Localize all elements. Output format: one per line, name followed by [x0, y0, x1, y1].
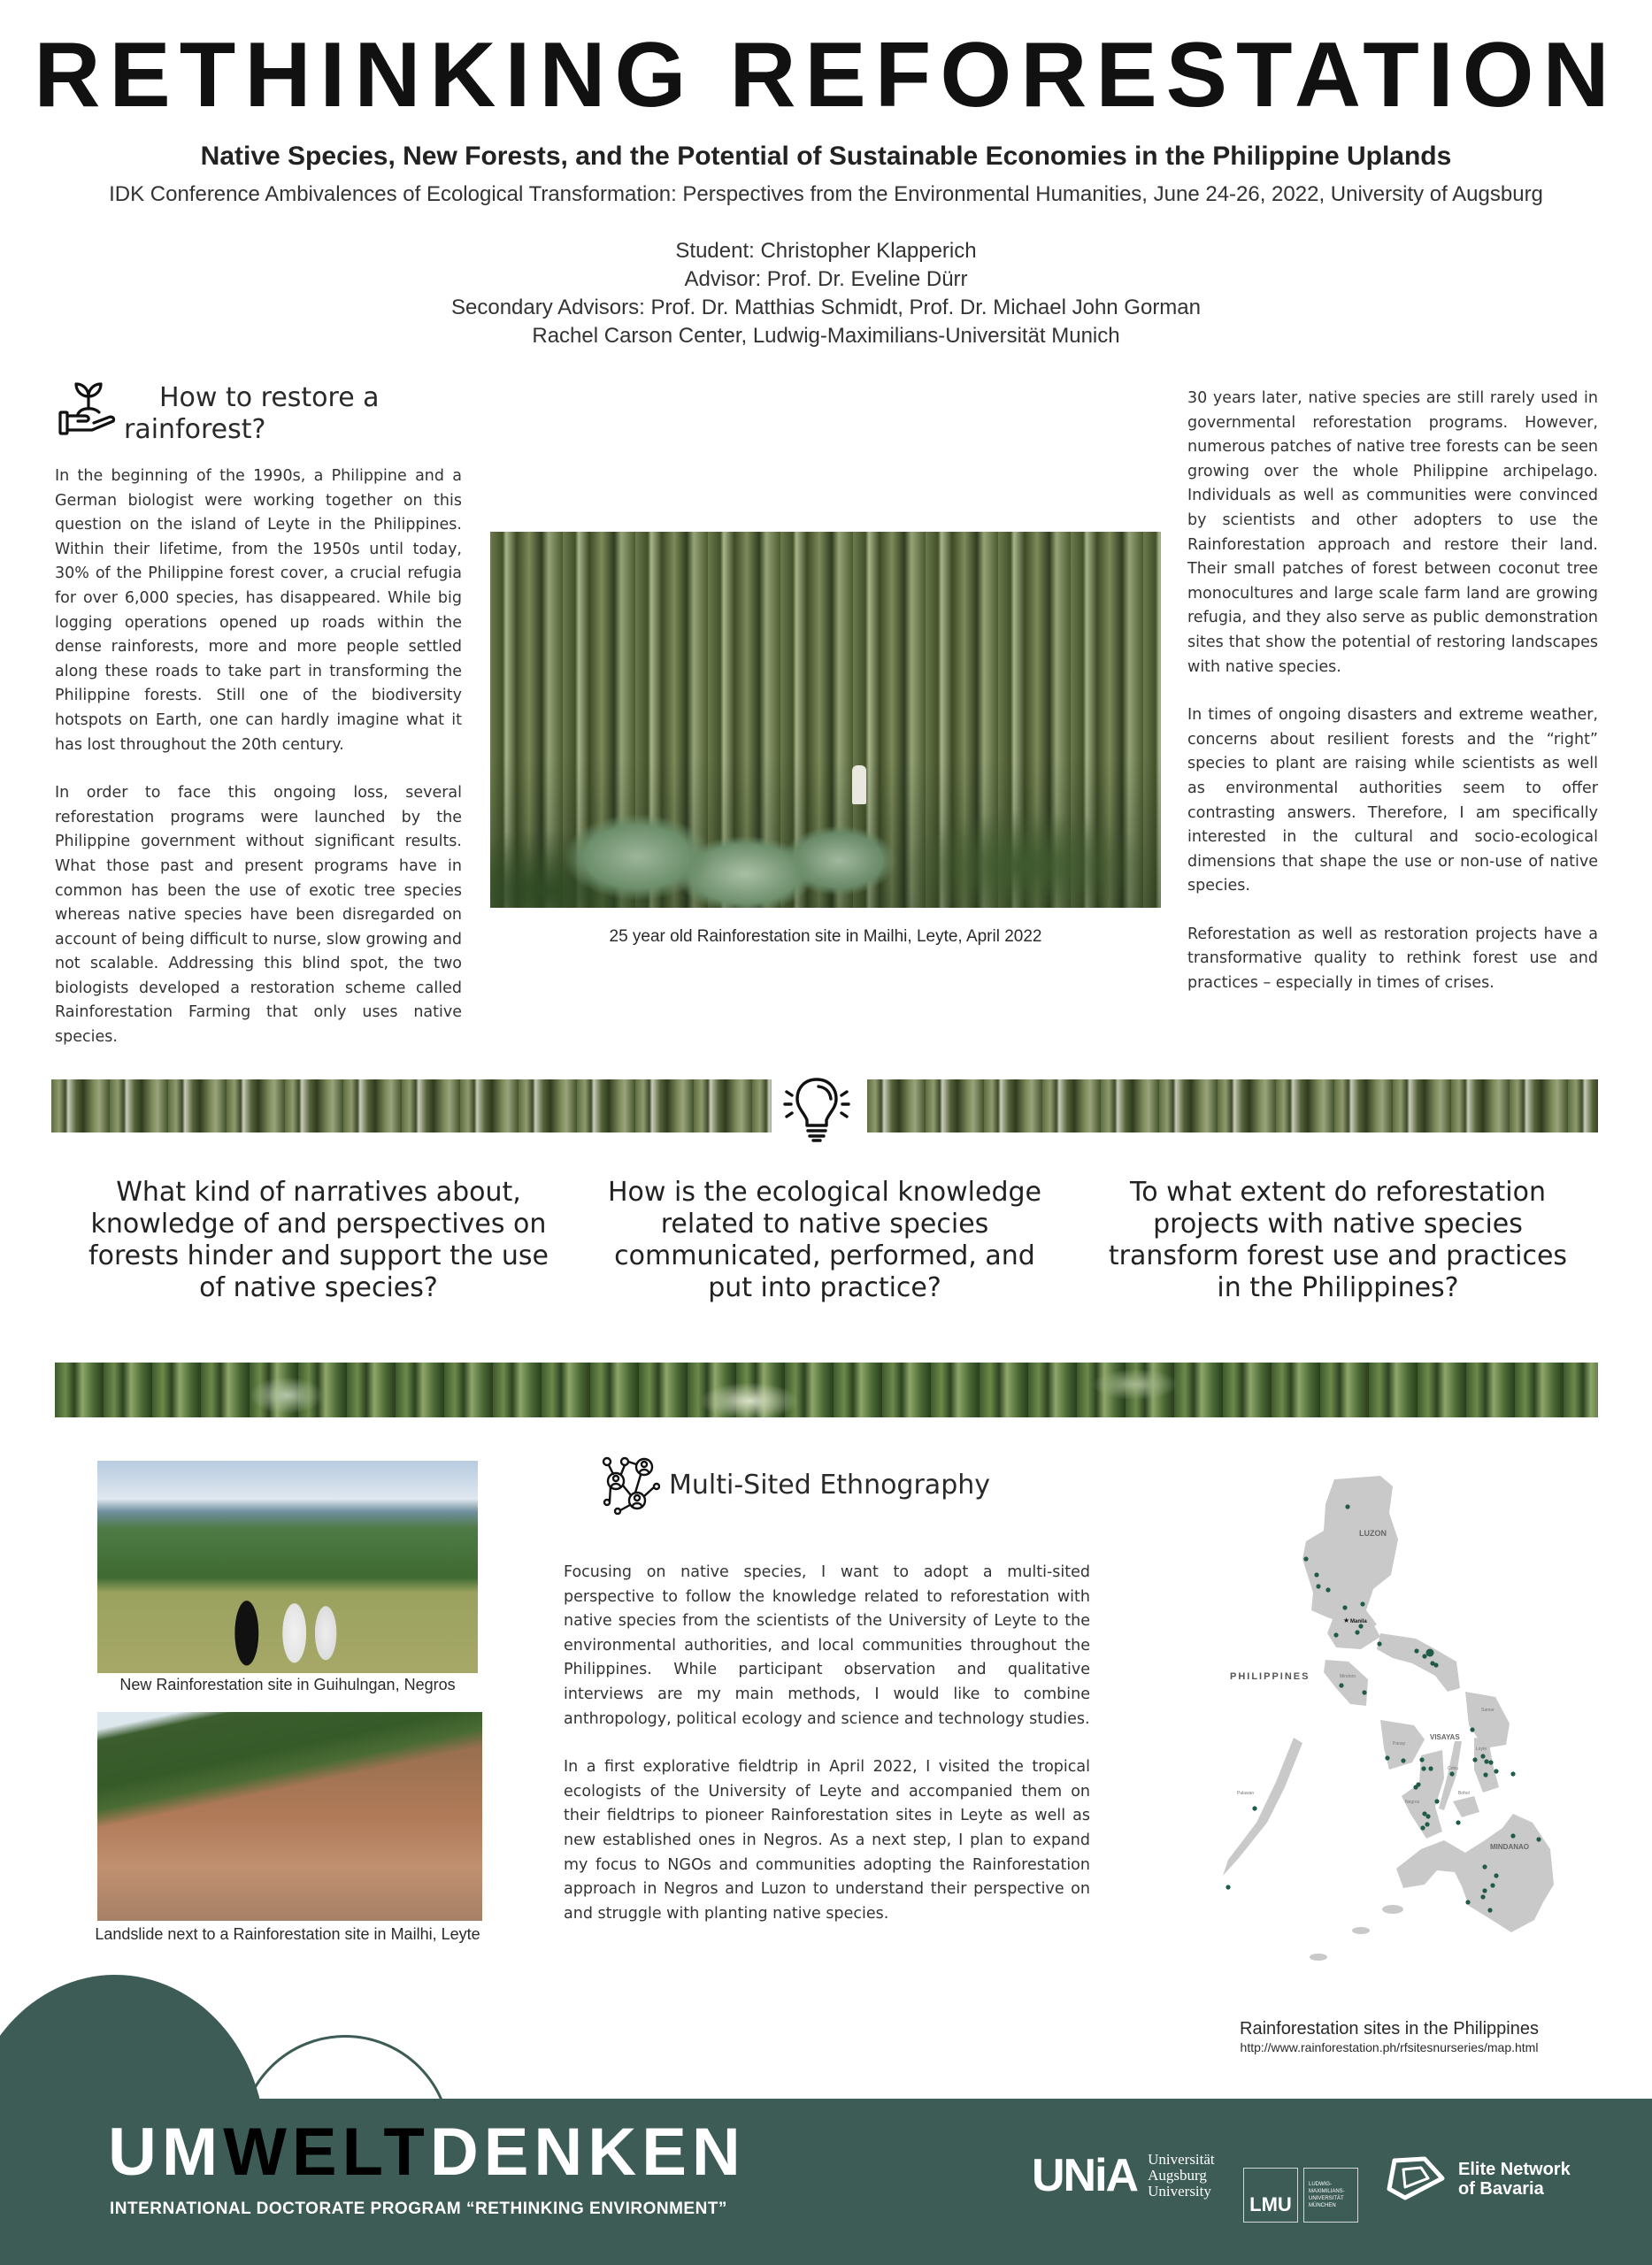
- site-marker: [1472, 1757, 1477, 1762]
- map-label-palawan: Palawan: [1237, 1791, 1255, 1796]
- site-marker: [1482, 1888, 1487, 1893]
- site-marker: [1536, 1837, 1541, 1841]
- ethnography-paragraph: In a first explorative fieldtrip in April 2022, I visited the tropical ecologists of the University of Leyte and accompanied them on their fieldtrips to pioneer Rainforestation sites in Leyte as well as new established ones in Negros. As a next step, I plan to expand my focus to NGOs and communities adopting the Rainforestation approach in Negros and Luzon to understand their perspective on and struggle with planting native species.: [564, 1758, 1090, 1923]
- site-marker: [1358, 1624, 1363, 1628]
- lmu-line: MÜNCHEN: [1309, 2203, 1336, 2208]
- site-marker: [1333, 1632, 1338, 1637]
- map-label-samar: Samar: [1481, 1708, 1494, 1713]
- forest-strip-bottom: [55, 1363, 1598, 1417]
- site-marker: [1465, 1900, 1470, 1904]
- landslide-photo: [97, 1712, 482, 1921]
- augsburg-university-logo: [1032, 2152, 1215, 2200]
- site-marker: [1385, 1755, 1389, 1760]
- ethnography-title: Multi-Sited Ethnography: [669, 1470, 991, 1501]
- research-question-2: How is the ecological knowledge related to native species communicated, performed, and put into practice?: [608, 1177, 1041, 1303]
- unia-mark-icon: UNiA: [1032, 2150, 1138, 2201]
- site-marker: [1414, 1648, 1418, 1653]
- map-label-cebu: Cebu: [1448, 1766, 1458, 1771]
- secondary-advisors-line: Secondary Advisors: Prof. Dr. Matthias Schmidt, Prof. Dr. Michael John Gorman: [451, 296, 1201, 319]
- site-marker: [1422, 1654, 1426, 1658]
- augsburg-line: Universität: [1148, 2151, 1215, 2168]
- site-marker: [1252, 1806, 1256, 1810]
- site-marker: [1342, 1605, 1347, 1609]
- right-paragraph: Reforestation as well as restoration projects have a transformative quality to rethink forest use and practices – especially in times of crises.: [1187, 925, 1598, 993]
- site-marker: [1510, 1833, 1515, 1838]
- foliage: [490, 739, 1161, 908]
- site-marker: [1426, 1649, 1434, 1657]
- map-label-visayas: VISAYAS: [1430, 1733, 1460, 1741]
- poster-title: RETHINKING REFORESTATION: [34, 24, 1618, 127]
- rainforestation-site-photo: [490, 532, 1161, 908]
- lmu-line: UNIVERSITÄT: [1309, 2196, 1344, 2201]
- right-paragraph: In times of ongoing disasters and extreme weather, concerns about resilient forests and the “right” species to plant are raising while scientists as well as environmental authorities seem to offer contrasting answers. Therefore, I am specifically interested in the cultural and socio-ecological dimensions that shape the use or non-use of native species.: [1187, 706, 1598, 895]
- student-line: Student: Christopher Klapperich: [675, 239, 977, 263]
- site-marker: [1488, 1760, 1493, 1764]
- restore-title-line1: How to restore a: [159, 382, 380, 413]
- lightbulb-icon: [783, 1072, 850, 1143]
- site-marker: [1482, 1864, 1487, 1869]
- map-caption: Rainforestation sites in the Philippines: [1240, 2019, 1539, 2038]
- site-marker: [1470, 1727, 1474, 1731]
- person-figure: [852, 765, 866, 804]
- site-marker: [1419, 1757, 1424, 1762]
- site-marker: [1425, 1814, 1430, 1818]
- site-marker: [1421, 1766, 1425, 1770]
- map-label-manila: Manila: [1350, 1619, 1367, 1624]
- author-block: [0, 237, 1652, 350]
- site-marker: [1434, 1799, 1439, 1803]
- ethnography-body: [564, 1561, 1090, 1926]
- restore-section-heading: [58, 382, 430, 446]
- augsburg-line: Augsburg: [1148, 2167, 1207, 2184]
- right-column-body: [1187, 387, 1598, 996]
- site-marker: [1484, 1759, 1488, 1763]
- enb-line: of Bavaria: [1458, 2179, 1544, 2199]
- site-marker: [1314, 1572, 1318, 1577]
- restore-paragraph: In order to face this ongoing loss, several reforestation programs were launched by the Philippine government without significant results. What those past and present programs have in common has been the use of exotic tree species whereas native species have been disregarded on account of being difficult to nurse, slow growing and not scalable. Addressing this blind spot, the two biologists developed a restoration scheme called Rainforestation Farming that only uses native species.: [55, 784, 462, 1047]
- site-marker: [1339, 1683, 1343, 1687]
- site-marker: [1355, 1630, 1359, 1634]
- enb-line: Elite Network: [1458, 2160, 1571, 2179]
- right-paragraph: 30 years later, native species are still rarely used in governmental reforestation programs. However, numerous patches of native tree forests can be seen growing over the whole Philippine archipelago. Individuals as well as communities were convinced by scientists and other adopters to use the Rainforestation approach and restore their land. Their small patches of forest between coconut tree monocultures and large scale farm land are growing refugia, and they also serve as public demonstration sites that show the potential of restoring landscapes with native species.: [1187, 389, 1598, 676]
- ethnography-section-heading: [602, 1456, 1097, 1515]
- site-marker: [1433, 1662, 1438, 1667]
- site-marker: [1416, 1782, 1420, 1786]
- program-name: INTERNATIONAL DOCTORATE PROGRAM “RETHINKING ENVIRONMENT”: [110, 2200, 727, 2218]
- site-marker: [1303, 1556, 1308, 1561]
- forest-strip-left: [51, 1079, 772, 1132]
- guihulngan-site-photo: [97, 1461, 478, 1673]
- site-marker: [1425, 1822, 1429, 1826]
- landslide-photo-caption: Landslide next to a Rainforestation site in Mailhi, Leyte: [95, 1925, 480, 1943]
- site-marker: [1490, 1883, 1494, 1887]
- map-label-leyte: Leyte: [1476, 1747, 1487, 1752]
- umweltdenken-logo: [108, 2115, 746, 2190]
- research-question-3: To what extent do reforestation projects with native species transform forest use and practices in the Philippines?: [1108, 1177, 1568, 1303]
- site-marker: [1401, 1758, 1405, 1762]
- lmu-mark: LMU: [1249, 2193, 1292, 2215]
- lmu-line: MAXIMILIANS-: [1309, 2189, 1345, 2194]
- site-marker: [1420, 1825, 1425, 1830]
- forest-strip-right: [867, 1079, 1598, 1132]
- map-label-country: PHILIPPINES: [1230, 1671, 1310, 1682]
- site-marker: [1449, 1771, 1454, 1776]
- site-marker: [1480, 1754, 1485, 1758]
- map-label-luzon: LUZON: [1359, 1529, 1387, 1538]
- hand-sprout-icon: [58, 382, 119, 437]
- site-marker: [1510, 1771, 1515, 1776]
- brand-prefix: UM: [108, 2115, 224, 2190]
- institution-line: Rachel Carson Center, Ludwig-Maximilians-Universität Munich: [532, 324, 1120, 348]
- philippines-map: [1203, 1460, 1575, 2008]
- field-team-figures: [219, 1573, 357, 1673]
- map-source-link[interactable]: http://www.rainforestation.ph/rfsitesnurseries/map.html: [1240, 2040, 1539, 2054]
- network-people-icon: [602, 1456, 660, 1515]
- advisor-line: Advisor: Prof. Dr. Eveline Dürr: [684, 267, 968, 291]
- site-marker: [1428, 1766, 1433, 1770]
- conference-line: IDK Conference Ambivalences of Ecological Transformation: Perspectives from the Environmental Humanities, June 24-26, 2022, University of Augsburg: [109, 182, 1543, 206]
- restore-paragraph: In the beginning of the 1990s, a Philippine and a German biologist were working together on this question on the island of Leyte in the Philippines. Within their lifetime, from the 1950s until today, 30% of the Philippine forest cover, a crucial refugia for over 6,000 species, has disappeared. While big logging operations opened up roads within the dense rainforests, more and more people settled along these roads to take part in transforming the Philippine forests. Still one of the biodiversity hotspots on Earth, one can hardly imagine what it has lost throughout the 20th century.: [55, 467, 462, 754]
- site-marker: [1226, 1885, 1230, 1889]
- elite-network-bavaria-logo: [1386, 2155, 1571, 2203]
- site-marker: [1325, 1587, 1330, 1592]
- site-marker: [1316, 1584, 1320, 1588]
- site-marker: [1480, 1894, 1485, 1899]
- brand-highlight: WELT: [223, 2115, 430, 2190]
- augsburg-line: University: [1148, 2183, 1211, 2200]
- map-label-mindanao: MINDANAO: [1490, 1843, 1529, 1851]
- map-label-mindoro: Mindoro: [1340, 1674, 1356, 1679]
- map-label-negros: Negros: [1405, 1800, 1420, 1805]
- site-marker: [1483, 1772, 1487, 1777]
- ethnography-paragraph: Focusing on native species, I want to adopt a multi-sited perspective to follow the knowledge related to reforestation with native species from the scientists of the University of Leyte to the environmental authorities, and local communities throughout the Philippines. While participant observation and qualitative interviews are my main methods, I would like to combine anthropology, political ecology and science and technology studies.: [564, 1563, 1090, 1728]
- site-marker: [1494, 1873, 1498, 1877]
- map-landmass: [1223, 1476, 1554, 1961]
- poster-subtitle: Native Species, New Forests, and the Potential of Sustainable Economies in the Philippine Uplands: [200, 142, 1452, 171]
- lmu-line: LUDWIG-: [1309, 2182, 1332, 2187]
- enb-frame-icon: [1386, 2155, 1449, 2203]
- map-label-panay: Panay: [1393, 1741, 1406, 1747]
- brand-suffix: DENKEN: [429, 2115, 746, 2190]
- site-marker: [1487, 1908, 1492, 1912]
- site-marker: [1494, 1769, 1498, 1773]
- site-marker: [1345, 1504, 1349, 1509]
- site-marker: [1456, 1820, 1460, 1824]
- site-marker: [1377, 1641, 1381, 1646]
- guihulngan-photo-caption: New Rainforestation site in Guihulngan, Negros: [119, 1676, 456, 1693]
- map-label-bohol: Bohol: [1458, 1791, 1470, 1796]
- research-question-1: What kind of narratives about, knowledge of and perspectives on forests hinder and support the use of native species?: [88, 1177, 549, 1303]
- svg-text:★: ★: [1343, 1616, 1350, 1624]
- site-marker: [1362, 1690, 1366, 1694]
- site-marker: [1360, 1601, 1364, 1606]
- restore-title-line2: rainforest?: [124, 414, 266, 445]
- lmu-logo: [1243, 2168, 1358, 2223]
- center-photo-caption: 25 year old Rainforestation site in Mailhi, Leyte, April 2022: [609, 927, 1042, 946]
- restore-section-body: [55, 465, 462, 1050]
